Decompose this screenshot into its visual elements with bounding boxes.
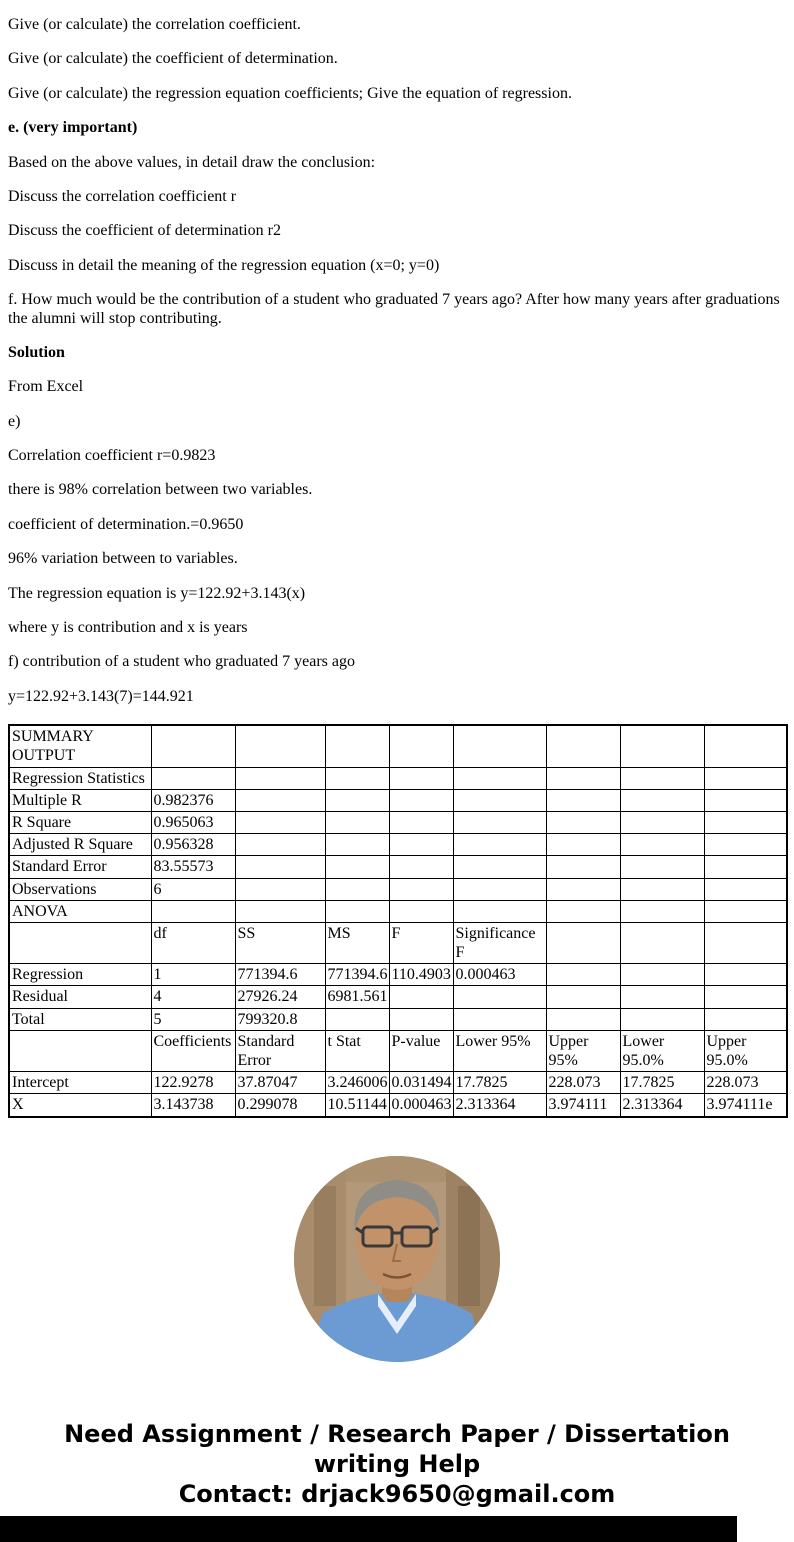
table-cell: [235, 834, 325, 856]
table-cell: [389, 811, 453, 833]
paragraph: there is 98% correlation between two variables.: [8, 481, 313, 499]
table-cell: [389, 725, 453, 767]
table-cell: 27926.24: [235, 986, 325, 1008]
table-cell: [620, 767, 704, 789]
table-cell: [704, 789, 787, 811]
table-cell: Standard Error: [235, 1030, 325, 1071]
table-cell: [704, 834, 787, 856]
table-cell: P-value: [389, 1030, 453, 1071]
paragraph: Give (or calculate) the regression equation coefficients; Give the equation of regression.: [8, 84, 572, 102]
table-cell: [453, 856, 546, 878]
paragraph: f. How much would be the contribution of a student who graduated 7 years ago? After how many years after graduations the alumni will stop contributing.: [8, 291, 780, 327]
paragraph: y=122.92+3.143(7)=144.921: [8, 687, 194, 705]
table-cell: Coefficients: [151, 1030, 235, 1071]
table-cell: [546, 834, 620, 856]
table-cell: [151, 767, 235, 789]
table-cell: Regression Statistics: [9, 767, 151, 789]
paragraph: Give (or calculate) the coefficient of determination.: [8, 50, 338, 68]
table-cell: 5: [151, 1008, 235, 1030]
table-row: [9, 789, 787, 811]
table-cell: Observations: [9, 878, 151, 900]
table-cell: [235, 811, 325, 833]
paragraph: Give (or calculate) the correlation coefficient.: [8, 16, 301, 33]
table-cell: [325, 767, 389, 789]
table-cell: [453, 789, 546, 811]
table-cell: [389, 789, 453, 811]
table-cell: [453, 811, 546, 833]
table-cell: [704, 811, 787, 833]
table-cell: [546, 767, 620, 789]
table-cell: 0.965063: [151, 811, 235, 833]
table-cell: Multiple R: [9, 789, 151, 811]
table-cell: Upper 95.0%: [704, 1030, 787, 1071]
table-cell: Significance F: [453, 922, 546, 963]
table-cell: [235, 900, 325, 922]
table-cell: [389, 900, 453, 922]
table-cell: 0.982376: [151, 789, 235, 811]
table-cell: Standard Error: [9, 856, 151, 878]
paragraph-heading: e. (very important): [8, 119, 138, 137]
table-cell: Upper 95%: [546, 1030, 620, 1071]
table-cell: [453, 900, 546, 922]
paragraph: Discuss the coefficient of determination r2: [8, 222, 281, 240]
table-cell: 3.974111: [546, 1094, 620, 1117]
table-cell: 2.313364: [620, 1094, 704, 1117]
table-cell: [389, 834, 453, 856]
table-cell: [620, 964, 704, 986]
table-cell: [453, 834, 546, 856]
table-cell: [620, 789, 704, 811]
paragraph: Based on the above values, in detail draw the conclusion:: [8, 153, 376, 171]
table-cell: [453, 767, 546, 789]
avatar: [8, 1156, 786, 1367]
tutor-photo: [294, 1156, 500, 1362]
paragraph: The regression equation is y=122.92+3.143(x): [8, 584, 306, 602]
table-cell: 6: [151, 878, 235, 900]
table-cell: Adjusted R Square: [9, 834, 151, 856]
table-cell: 6981.561: [325, 986, 389, 1008]
table-cell: MS: [325, 922, 389, 963]
table-cell: [453, 725, 546, 767]
table-cell: [620, 878, 704, 900]
bottom-black-bar: [0, 1516, 737, 1542]
table-cell: 0.031494: [389, 1072, 453, 1094]
table-cell: [546, 900, 620, 922]
table-cell: [389, 767, 453, 789]
paragraph: 96% variation between to variables.: [8, 550, 238, 568]
paragraph: coefficient of determination.=0.9650: [8, 515, 244, 533]
table-cell: [546, 1008, 620, 1030]
paragraph: where y is contribution and x is years: [8, 619, 248, 637]
table-cell: [235, 878, 325, 900]
table-row: [9, 964, 787, 986]
table-cell: 17.7825: [620, 1072, 704, 1094]
table-cell: [235, 767, 325, 789]
table-cell: X: [9, 1094, 151, 1117]
table-cell: Regression: [9, 964, 151, 986]
table-cell: [325, 1008, 389, 1030]
table-cell: [325, 900, 389, 922]
table-cell: [620, 725, 704, 767]
table-cell: [704, 725, 787, 767]
table-cell: [9, 1030, 151, 1071]
table-cell: Lower 95%: [453, 1030, 546, 1071]
table-cell: 799320.8: [235, 1008, 325, 1030]
paragraph: Correlation coefficient r=0.9823: [8, 447, 216, 465]
table-cell: 3.246006: [325, 1072, 389, 1094]
document-body: [8, 16, 786, 1542]
table-cell: [546, 789, 620, 811]
table-row: [9, 1008, 787, 1030]
table-cell: Lower 95.0%: [620, 1030, 704, 1071]
table-cell: Residual: [9, 986, 151, 1008]
table-cell: 37.87047: [235, 1072, 325, 1094]
solution-heading: Solution: [8, 343, 65, 361]
table-row: [9, 834, 787, 856]
table-cell: Total: [9, 1008, 151, 1030]
summary-output-table: [8, 724, 788, 1117]
table-cell: [704, 767, 787, 789]
table-cell: [389, 856, 453, 878]
table-cell: [9, 922, 151, 963]
table-cell: [325, 878, 389, 900]
table-cell: [546, 986, 620, 1008]
table-cell: [235, 856, 325, 878]
table-cell: 83.55573: [151, 856, 235, 878]
table-cell: [620, 900, 704, 922]
paragraph: From Excel: [8, 378, 84, 396]
table-cell: [546, 964, 620, 986]
table-cell: 122.9278: [151, 1072, 235, 1094]
table-cell: 228.073: [704, 1072, 787, 1094]
table-cell: [546, 922, 620, 963]
table-cell: t Stat: [325, 1030, 389, 1071]
table-row: [9, 1094, 787, 1117]
table-row: [9, 811, 787, 833]
table-cell: R Square: [9, 811, 151, 833]
table-cell: Intercept: [9, 1072, 151, 1094]
table-cell: [546, 878, 620, 900]
table-cell: [546, 811, 620, 833]
table-row: [9, 725, 787, 767]
paragraph: Discuss in detail the meaning of the regression equation (x=0; y=0): [8, 256, 440, 274]
table-cell: 3.974111e: [704, 1094, 787, 1117]
paragraph: e): [8, 412, 21, 430]
table-cell: [325, 834, 389, 856]
table-cell: [704, 964, 787, 986]
table-cell: SS: [235, 922, 325, 963]
table-cell: [620, 856, 704, 878]
table-cell: [704, 856, 787, 878]
table-cell: 17.7825: [453, 1072, 546, 1094]
paragraph: f) contribution of a student who graduated 7 years ago: [8, 653, 356, 671]
paragraph: Discuss the correlation coefficient r: [8, 187, 237, 205]
table-cell: [389, 878, 453, 900]
table-row: [9, 1072, 787, 1094]
table-row: [9, 878, 787, 900]
table-cell: 0.299078: [235, 1094, 325, 1117]
table-cell: df: [151, 922, 235, 963]
table-cell: [325, 789, 389, 811]
table-cell: [389, 1008, 453, 1030]
table-cell: 4: [151, 986, 235, 1008]
table-cell: 0.956328: [151, 834, 235, 856]
table-row: [9, 767, 787, 789]
table-cell: [453, 1008, 546, 1030]
table-cell: [704, 922, 787, 963]
table-cell: [620, 922, 704, 963]
table-cell: [235, 725, 325, 767]
table-row: [9, 986, 787, 1008]
table-cell: [546, 725, 620, 767]
table-cell: [151, 725, 235, 767]
table-cell: 771394.6: [235, 964, 325, 986]
table-cell: [325, 725, 389, 767]
table-cell: 228.073: [546, 1072, 620, 1094]
table-cell: 0.000463: [453, 964, 546, 986]
table-row: [9, 922, 787, 963]
table-cell: [453, 986, 546, 1008]
table-cell: [704, 1008, 787, 1030]
table-cell: [704, 878, 787, 900]
footer-contact: Contact: drjack9650@gmail.com: [178, 1479, 616, 1508]
table-cell: 1: [151, 964, 235, 986]
table-row: [9, 900, 787, 922]
table-cell: 3.143738: [151, 1094, 235, 1117]
table-cell: 10.51144: [325, 1094, 389, 1117]
table-cell: [389, 986, 453, 1008]
table-cell: [325, 811, 389, 833]
table-cell: [151, 900, 235, 922]
table-cell: [453, 878, 546, 900]
table-cell: 2.313364: [453, 1094, 546, 1117]
table-row: [9, 1030, 787, 1071]
table-cell: [546, 856, 620, 878]
table-cell: [620, 1008, 704, 1030]
table-cell: 0.000463: [389, 1094, 453, 1117]
table-cell: [704, 986, 787, 1008]
table-cell: [325, 856, 389, 878]
footer-heading: Need Assignment / Research Paper / Dissertation writing Help: [64, 1419, 730, 1478]
table-cell: F: [389, 922, 453, 963]
table-cell: 110.4903: [389, 964, 453, 986]
table-cell: [704, 900, 787, 922]
table-cell: SUMMARY OUTPUT: [9, 725, 151, 767]
table-cell: 771394.6: [325, 964, 389, 986]
table-cell: [620, 986, 704, 1008]
table-cell: [620, 811, 704, 833]
table-cell: [620, 834, 704, 856]
table-cell: ANOVA: [9, 900, 151, 922]
table-cell: [235, 789, 325, 811]
table-row: [9, 856, 787, 878]
